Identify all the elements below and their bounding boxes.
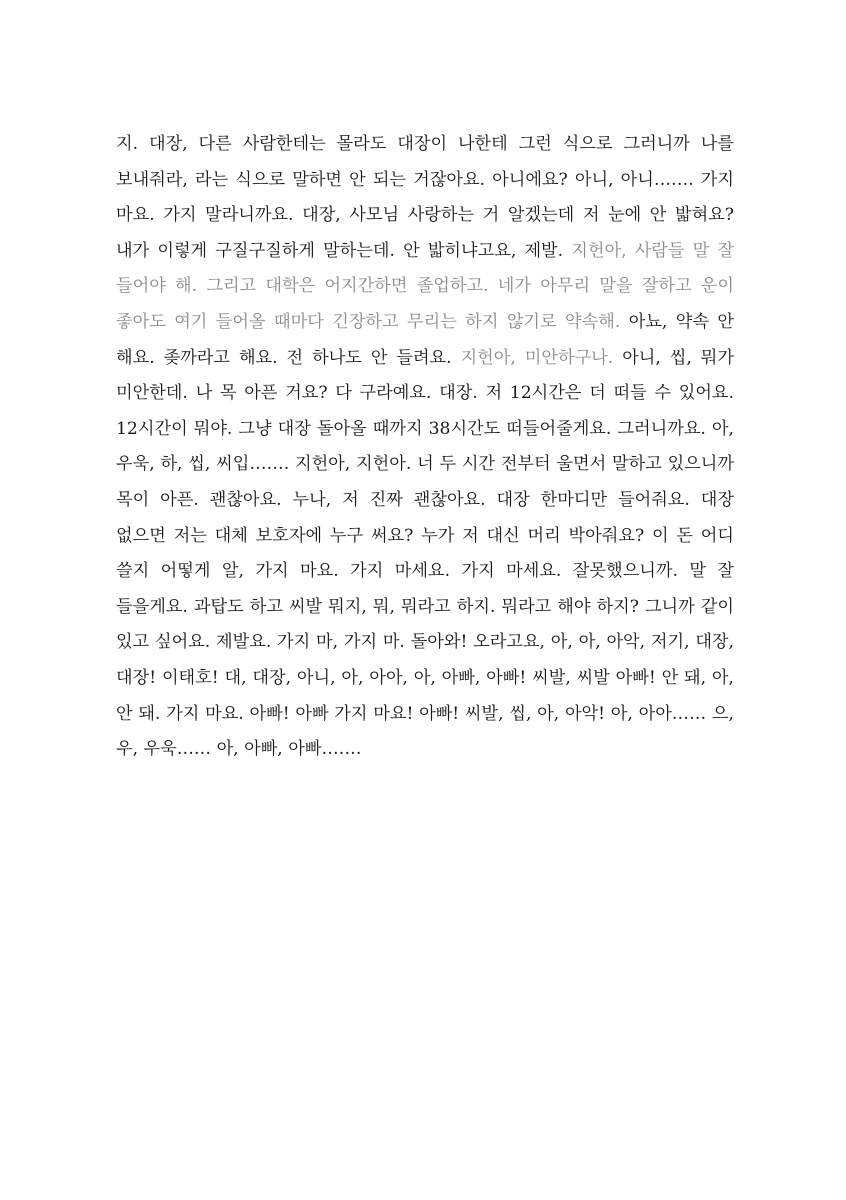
body-paragraph [116,127,734,768]
narration-segment: 지. 대장, 다른 사람한테는 몰라도 대장이 나한테 그런 식으로 그러니까 나를 보내줘라, 라는 식으로 말하면 안 되는 거잖아요. 아니에요? 아니, 아니……. 가지 마요. 가지 말라니까요. 대장, 사모님 사랑하는 거 알겠는데 저 눈에 안 밟혀요? 내가 이렇게 구질구질하게 말하는데. 안 밟히냐고요, 제발. [116,134,734,261]
narration-segment: 아니, 씹, 뭐가 미안한데. 나 목 아픈 거요? 다 구라예요. 대장. 저 12시간은 더 떠들 수 있어요. 12시간이 뭐야. 그냥 대장 돌아올 때까지 38시간도 떠들어줄게요. 그러니까요. 아, 우욱, 하, 씹, 씨입……. 지헌아, 지헌아. 너 두 시간 전부터 울면서 말하고 있으니까 목이 아픈. 괜찮아요. 누나, 저 진짜 괜찮아요. 대장 한마디만 들어줘요. 대장 없으면 저는 대체 보호자에 누구 써요? 누가 저 대신 머리 박아줘요? 이 돈 어디 쓸지 어떻게 알, 가지 마요. 가지 마세요. 가지 마세요. 잘못했으니까. 말 잘 들을게요. 과탑도 하고 씨발 뭐지, 뭐, 뭐라고 하지. 뭐라고 해야 하지? 그니까 같이 있고 싶어요. 제발요. 가지 마, 가지 마. 돌아와! 오라고요, 아, 아, 아악, 저기, 대장, 대장! 이태호! 대, 대장, 아니, 아, 아아, 아, 아빠, 아빠! 씨발, 씨발 아빠! 안 돼, 아, 안 돼. 가지 마요. 아빠! 아빠 가지 마요! 아빠! 씨발, 씹, 아, 아악! 아, 아아…… 으, 우, 우욱…… 아, 아빠, 아빠……. [116,347,734,760]
memory-voice-segment: 지헌아, 미안하구나. [460,347,623,368]
document-page [116,127,734,768]
memory-voice-segment: 지헌아, 사람들 말 잘 들어야 해. 그리고 대학은 어지간하면 졸업하고. 네가 아무리 말을 잘하고 운이 좋아도 여기 들어올 때마다 긴장하고 무리는 하지 않기로 약속해. [116,240,734,332]
narration-segment: 아뇨, 약속 안 해요. 좆까라고 해요. 전 하나도 안 들려요. [116,311,734,368]
